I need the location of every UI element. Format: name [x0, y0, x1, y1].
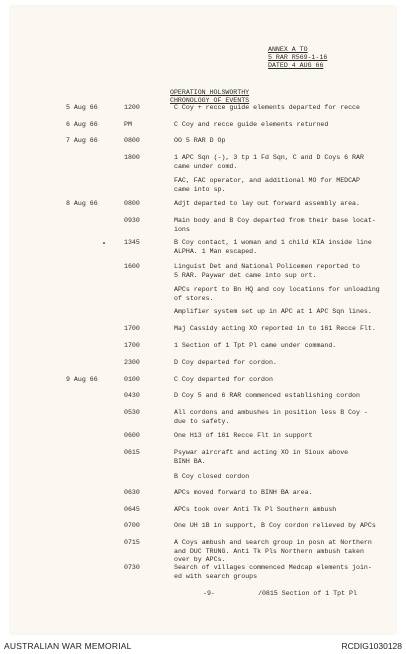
- entry-time: 1345: [124, 239, 140, 246]
- entry-text-line: 5 RAR. Paywar det came into sup ort.: [174, 271, 317, 279]
- entry-text-line: 1 APC Sqn (-), 3 tp 1 Fd Sqn, C and D Coys 6 RAR: [174, 154, 364, 161]
- entry-time: 0100: [124, 376, 140, 383]
- entry-text-line: APCs took over Anti Tk Pl Southern ambush: [174, 506, 337, 513]
- entry-text-line: due to safety.: [174, 417, 230, 425]
- archive-reference: RCDIG1030128: [341, 641, 402, 651]
- entry-text-line: and DUC TRUNG. Anti Tk Pls Northern ambush taken: [174, 547, 364, 555]
- entry-date: 8 Aug 66: [66, 200, 98, 207]
- document-title: [170, 89, 249, 105]
- entry-date: 7 Aug 66: [66, 137, 98, 144]
- entry-text-line: over by APCs.: [174, 556, 226, 563]
- entry-text-line: Amplifier system set up in APC at 1 APC Sqn lines.: [174, 308, 372, 315]
- margin-mark: [103, 242, 105, 244]
- entry-time: PM: [124, 121, 132, 128]
- entry-text-line: came under comd.: [174, 162, 238, 170]
- entry-text-line: ions: [174, 225, 190, 233]
- entry-text-line: C Coy and recce guide elements returned: [174, 121, 329, 128]
- annex-reference: [268, 46, 327, 70]
- entry-time: 0615: [124, 449, 140, 456]
- continuation-note: /0815 Section of 1 Tpt Pl: [258, 590, 357, 597]
- page-number: -9-: [203, 590, 215, 597]
- entry-time: 0430: [124, 392, 140, 399]
- entry-text-line: ALPHA. 1 Man escaped.: [174, 247, 258, 255]
- entry-time: 1200: [124, 104, 140, 111]
- entry-text-line: Linguist Det and National Policemen reported to: [174, 263, 360, 270]
- archive-footer: [0, 640, 406, 654]
- entry-text-line: D Coy 5 and 6 RAR commenced establishing cordon: [174, 392, 360, 399]
- operation-name: OPERATION HOLSWORTHY: [170, 89, 250, 96]
- entry-text-line: All cordons and ambushes in position less B Coy -: [174, 409, 368, 416]
- entry-time: 0700: [124, 522, 140, 529]
- entry-date: 6 Aug 66: [66, 121, 98, 128]
- annex-line: ANNEX A TO: [268, 46, 308, 53]
- entry-time: 0730: [124, 564, 140, 571]
- entry-text-line: B Coy closed cordon: [174, 473, 250, 480]
- annex-ref-line: 5 RAR R569-1-16: [268, 54, 328, 61]
- entry-text-line: APCs moved forward to BINH BA area.: [174, 489, 313, 496]
- entry-text-line: Search of villages commenced Medcap elements join-: [174, 564, 372, 571]
- entry-text-line: One UH 1B in support, B Coy cordon relieved by APCs: [174, 522, 376, 529]
- entry-text-line: B Coy contact, 1 woman and 1 child KIA inside line: [174, 239, 372, 246]
- entry-time: 0530: [124, 409, 140, 416]
- entry-text-line: OO 5 RAR D Op: [174, 137, 226, 144]
- entry-time: 0715: [124, 539, 140, 546]
- entry-time: 0800: [124, 200, 140, 207]
- entry-time: 0645: [124, 506, 140, 513]
- entry-time: 1800: [124, 154, 140, 161]
- entry-text-line: C Coy + recce guide elements departed for recce: [174, 104, 360, 111]
- document-page: [10, 6, 396, 634]
- entry-time: 0630: [124, 489, 140, 496]
- entry-text-line: ed with search groups: [174, 572, 258, 580]
- archive-name: AUSTRALIAN WAR MEMORIAL: [4, 641, 132, 651]
- entry-date: 9 Aug 66: [66, 376, 98, 383]
- entry-text-line: of stores.: [174, 294, 214, 302]
- entry-time: 1600: [124, 263, 140, 270]
- entry-time: 1700: [124, 325, 140, 332]
- entry-time: 2300: [124, 359, 140, 366]
- entry-text-line: APCs report to Bn HQ and coy locations for unloading: [174, 286, 380, 293]
- entry-text-line: Main body and B Coy departed from their base locat-: [174, 217, 376, 224]
- chronology-heading: CHRONOLOGY OF EVENTS: [170, 97, 250, 104]
- entry-time: 0600: [124, 432, 140, 439]
- entry-time: 0800: [124, 137, 140, 144]
- entry-time: 1700: [124, 342, 140, 349]
- entry-text-line: Adjt departed to lay out forward assembly area.: [174, 200, 360, 207]
- entry-text-line: 1 Section of 1 Tpt Pl came under command.: [174, 342, 337, 349]
- entry-text-line: A Coys ambush and search group in posn at Northern: [174, 539, 372, 546]
- annex-date-line: DATED 4 AUG 66: [268, 62, 324, 69]
- entry-text-line: C Coy departed for cordon: [174, 376, 273, 383]
- entry-text-line: FAC, FAC operator, and additional MO for MEDCAP: [174, 177, 360, 184]
- entry-date: 5 Aug 66: [66, 104, 98, 111]
- entry-text-line: One H13 of 161 Recce Flt in support: [174, 432, 313, 439]
- entry-text-line: came into sp.: [174, 185, 226, 193]
- entry-text-line: BINH BA.: [174, 457, 206, 465]
- entry-text-line: Maj Cassidy acting XO reported in to 161 Recce Flt.: [174, 325, 376, 332]
- entry-time: 0930: [124, 217, 140, 224]
- entry-text-line: Psywar aircraft and acting XO in Sioux above: [174, 449, 349, 456]
- entry-text-line: D Coy departed for cordon.: [174, 359, 277, 366]
